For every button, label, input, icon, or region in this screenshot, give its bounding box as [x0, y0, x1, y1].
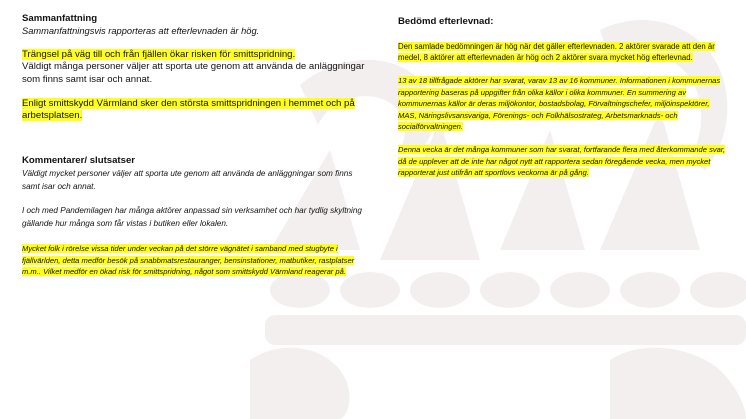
summary-p1-highlight: Trängsel på väg till och från fjällen ökar risken för smittspridning. — [22, 49, 296, 60]
summary-p1-rest: Väldigt många personer väljer att sporta ute genom att använda de anläggningar som finns samt isar och annat. — [22, 61, 365, 85]
comments-heading: Kommentarer/ slutsatser — [22, 155, 136, 167]
summary-paragraph-2 — [22, 98, 372, 123]
assessment-paragraph-2 — [398, 75, 728, 132]
comments-paragraph-3 — [22, 243, 372, 277]
summary-heading: Sammanfattning — [22, 13, 98, 24]
summary-subheading: Sammanfattningsvis rapporteras att efterlevnaden är hög. — [22, 26, 260, 36]
comments-paragraph-1: Väldigt mycket personer väljer att sporta ute genom att använda de anläggningar som finns samt isar och annat. — [22, 169, 353, 191]
assessment-heading: Bedömd efterlevnad: — [398, 16, 494, 27]
summary-p2-highlight: Enligt smittskydd Värmland sker den största smittspridningen i hemmet och på arbetsplatsen. — [22, 97, 355, 122]
comments-paragraph-2: I och med Pandemilagen har många aktörer anpassad sin verksamhet och har tydlig skyltning gällande hur många som får vistas i butiken eller lokalen. — [22, 206, 362, 228]
assessment-p1-highlight: Den samlade bedömningen är hög när det gäller efterlevnaden. 2 aktörer svarade att den är medel, 8 aktörer att efterlevnaden är hög och 2 aktörer svara mycket hög efterlevnad. — [398, 42, 715, 63]
assessment-p2-highlight: 13 av 18 tillfrågade aktörer har svarat, varav 13 av 16 kommuner. Informationen i kommunernas rapportering baseras på uppgifter från olika källor i olika kommuner. En summering av kommunernas källor är deras miljökontor, bostadsbolag, Förvaltningschefer, miljöinspektörer, MAS, Näringslivsansvariga, Förenings- och Folkhälsostrateg, Arbetsmarknads- och socialförvaltningen. — [398, 76, 721, 132]
assessment-p3-highlight: Denna vecka är det många kommuner som har svarat, fortfarande flera med återkommande svar, då de upplever att de inte har något nytt att rapportera sedan föregående vecka, men mycket rapporterat just utifrån att sportlovs veckorna är på gång. — [398, 145, 726, 178]
assessment-paragraph-3 — [398, 144, 728, 178]
comments-p3-highlight: Mycket folk i rörelse vissa tider under veckan på det större vägnätet i samband med stugbyte i fjällvärlden, detta medför besök på snabbmatsrestauranger, bensinstationer, matbutiker, rastplatser m.m.. Vilket medför en ökad risk för smittspridning, något som smittskydd Värmland reagerar på. — [22, 244, 355, 276]
right-column — [398, 16, 728, 179]
assessment-paragraph-1 — [398, 41, 728, 63]
summary-paragraph-1 — [22, 49, 372, 86]
left-column — [22, 13, 372, 277]
